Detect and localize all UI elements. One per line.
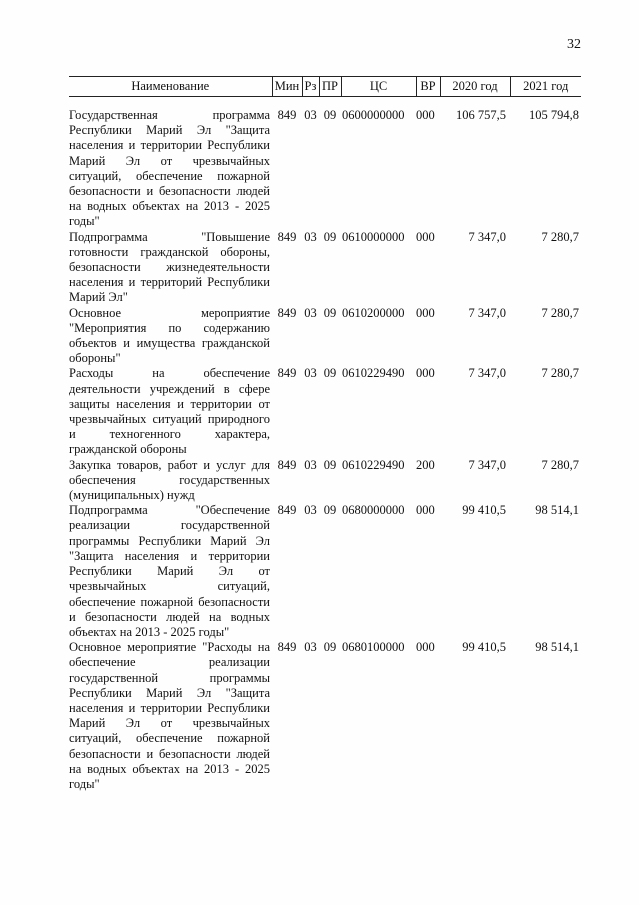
row-2020: 7 347,0 bbox=[468, 366, 506, 381]
row-vr: 000 bbox=[416, 305, 435, 320]
row-name: Закупка товаров, работ и услуг для обеспечения государственных (муниципальных) нужд bbox=[69, 457, 270, 503]
row-rz: 03 bbox=[304, 457, 317, 472]
row-rz: 03 bbox=[304, 229, 317, 244]
row-2021: 7 280,7 bbox=[541, 457, 579, 472]
header-vr: ВР bbox=[416, 77, 440, 97]
row-rz: 03 bbox=[304, 108, 317, 122]
row-cs: 0610200000 bbox=[342, 305, 405, 320]
row-cs: 0610229490 bbox=[342, 457, 405, 472]
row-2021: 7 280,7 bbox=[541, 305, 579, 320]
header-2021: 2021 год bbox=[510, 77, 581, 97]
row-min: 849 bbox=[277, 366, 297, 381]
row-min: 849 bbox=[277, 640, 297, 655]
table-header bbox=[69, 77, 581, 97]
row-min: 849 bbox=[277, 108, 297, 122]
header-cs: ЦС bbox=[341, 77, 416, 97]
table-row bbox=[69, 458, 581, 504]
row-cs: 0610000000 bbox=[342, 229, 405, 244]
row-name: Основное мероприятие "Мероприятия по содержанию объектов и имущества гражданской обороны" bbox=[69, 305, 270, 366]
header-pr: ПР bbox=[319, 77, 341, 97]
row-pr: 09 bbox=[323, 229, 337, 244]
row-2021: 98 514,1 bbox=[535, 640, 579, 655]
row-2020: 99 410,5 bbox=[462, 640, 506, 655]
table-body bbox=[69, 97, 581, 793]
row-vr: 000 bbox=[416, 640, 435, 655]
row-2020: 99 410,5 bbox=[462, 503, 506, 518]
row-vr: 200 bbox=[416, 457, 435, 472]
header-rz: Рз bbox=[302, 77, 319, 97]
header-name: Наименование bbox=[69, 77, 272, 97]
row-cs: 0680000000 bbox=[342, 503, 405, 518]
row-2021: 98 514,1 bbox=[535, 503, 579, 518]
row-2021: 7 280,7 bbox=[541, 229, 579, 244]
table-row bbox=[69, 366, 581, 457]
row-pr: 09 bbox=[323, 305, 337, 320]
row-vr: 000 bbox=[416, 108, 435, 122]
row-name: Расходы на обеспечение деятельности учреждений в сфере защиты населения и территории от чрезвычайных ситуаций природного и техногенного характера, гражданской обороны bbox=[69, 366, 270, 457]
row-pr: 09 bbox=[323, 457, 337, 472]
table-row bbox=[69, 306, 581, 367]
row-name: Подпрограмма "Повышение готовности гражданской обороны, безопасности жизнедеятельности населения и территорий Республики Марий Эл" bbox=[69, 229, 270, 305]
row-name: Подпрограмма "Обеспечение реализации государственной программы Республики Марий Эл "Защита населения и территории Республики Марий Эл от чрезвычайных ситуаций, обеспечение пожарной безопасности и безопасности людей на водных объектах на 2013 - 2025 годы" bbox=[69, 503, 270, 639]
row-2021: 7 280,7 bbox=[541, 366, 579, 381]
row-min: 849 bbox=[277, 503, 297, 518]
table-row bbox=[69, 97, 581, 230]
row-2020: 7 347,0 bbox=[468, 457, 506, 472]
row-cs: 0600000000 bbox=[342, 108, 405, 122]
row-rz: 03 bbox=[304, 366, 317, 381]
table-row bbox=[69, 230, 581, 306]
budget-table bbox=[69, 76, 581, 792]
row-name: Основное мероприятие "Расходы на обеспечение реализации государственной программы Республики Марий Эл "Защита населения и территории Республики Марий Эл от чрезвычайных ситуаций, обеспечение пожарной безопасности и безопасности людей на водных объектах на 2013 - 2025 годы" bbox=[69, 640, 270, 791]
row-rz: 03 bbox=[304, 503, 317, 518]
row-rz: 03 bbox=[304, 305, 317, 320]
row-min: 849 bbox=[277, 305, 297, 320]
row-vr: 000 bbox=[416, 366, 435, 381]
row-min: 849 bbox=[277, 229, 297, 244]
table-row bbox=[69, 503, 581, 640]
row-rz: 03 bbox=[304, 640, 317, 655]
row-vr: 000 bbox=[416, 503, 435, 518]
row-pr: 09 bbox=[323, 640, 337, 655]
row-pr: 09 bbox=[323, 503, 337, 518]
row-2020: 7 347,0 bbox=[468, 305, 506, 320]
page-number: 32 bbox=[567, 37, 581, 52]
row-cs: 0680100000 bbox=[342, 640, 405, 655]
row-pr: 09 bbox=[323, 108, 337, 122]
header-row bbox=[69, 77, 581, 97]
table-row bbox=[69, 640, 581, 792]
row-2020: 106 757,5 bbox=[456, 108, 506, 122]
row-vr: 000 bbox=[416, 229, 435, 244]
row-2020: 7 347,0 bbox=[468, 229, 506, 244]
header-2020: 2020 год bbox=[440, 77, 510, 97]
row-pr: 09 bbox=[323, 366, 337, 381]
row-name: Государственная программа Республики Марий Эл "Защита населения и территории Республики Марий Эл от чрезвычайных ситуаций, обеспечение пожарной безопасности и безопасности людей на водных объектах на 2013 - 2025 годы" bbox=[69, 108, 270, 229]
row-cs: 0610229490 bbox=[342, 366, 405, 381]
row-min: 849 bbox=[277, 457, 297, 472]
row-2021: 105 794,8 bbox=[529, 108, 579, 122]
header-min: Мин bbox=[272, 77, 302, 97]
